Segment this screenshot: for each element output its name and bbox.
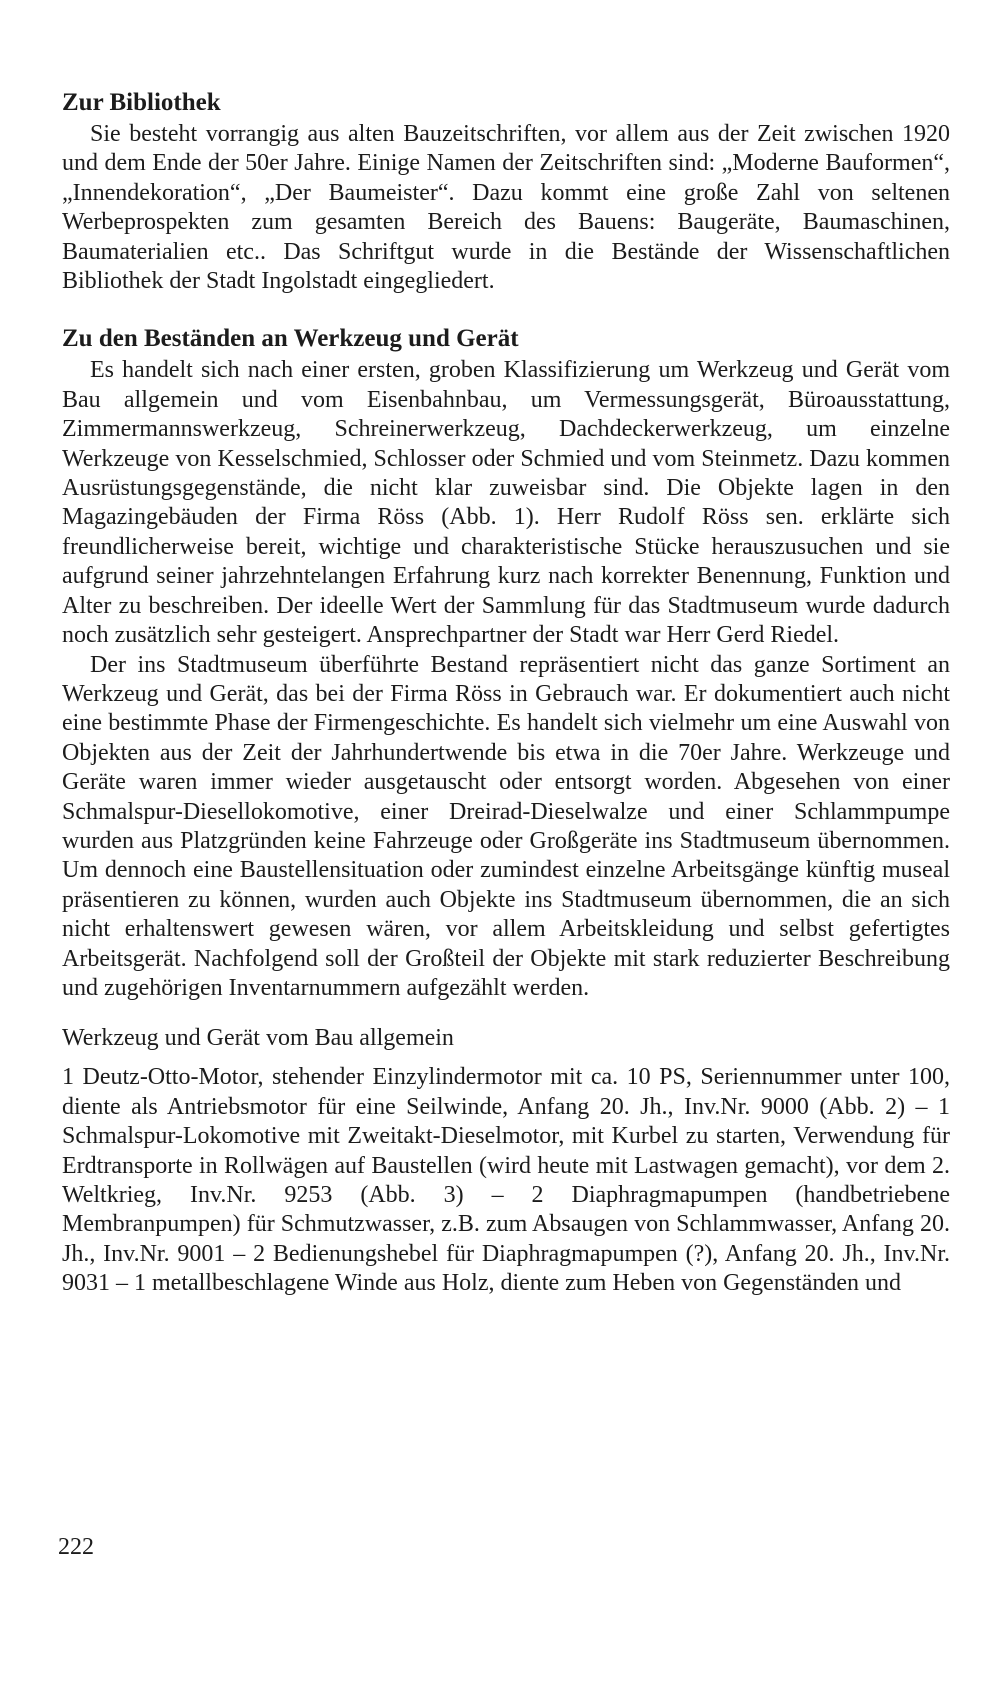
section-heading-library: Zur Bibliothek bbox=[62, 89, 221, 116]
subsection-heading-general-tools: Werkzeug und Gerät vom Bau allgemein bbox=[62, 1025, 454, 1052]
section-spacer bbox=[62, 296, 950, 316]
library-paragraph: Sie besteht vorrangig aus alten Bauzeitschriften, vor allem aus der Zeit zwischen 1920 und dem Ende der 50er Jahre. Einige Namen der Zeitschriften sind: „Moderne Bauformen“, „Innendekoration“, „Der Baumeister“. Dazu kommt eine große Zahl von seltenen Werbeprospekten zum gesamten Bereich des Bauens: Baugeräte, Baumaschinen, Baumaterialien etc.. Das Schriftgut wurde in die Bestände der Wissenschaftlichen Bibliothek der Stadt Ingolstadt eingegliedert. bbox=[62, 121, 950, 295]
tools-paragraph-1: Es handelt sich nach einer ersten, groben Klassifizierung um Werkzeug und Gerät vom Bau allgemein und vom Eisenbahnbau, um Vermessungsgerät, Büroausstattung, Zimmermannswerkzeug, Schreinerwerkzeug, Dachdeckerwerkzeug, um einzelne Werkzeuge von Kesselschmied, Schlosser oder Schmied und vom Steinmetz. Dazu kommen Ausrüstungsgegenstände, die nicht klar zuweisbar sind. Die Objekte lagen in den Magazingebäuden der Firma Röss (Abb. 1). Herr Rudolf Röss sen. erklärte sich freundlicherweise bereit, wichtige und charakteristische Stücke herauszusuchen und sie aufgrund seiner jahrzehntelangen Erfahrung kurz nach korrekter Benennung, Funktion und Alter zu beschreiben. Der ideelle Wert der Sammlung für das Stadtmuseum wurde dadurch noch zusätzlich sehr gesteigert. Ansprechpartner der Stadt war Herr Gerd Riedel. bbox=[62, 357, 950, 649]
page-number: 222 bbox=[58, 1534, 94, 1560]
tools-paragraph-2: Der ins Stadtmuseum überführte Bestand repräsentiert nicht das ganze Sortiment an Werkzeug und Gerät, das bei der Firma Röss in Gebrauch war. Er dokumentiert auch nicht eine bestimmte Phase der Firmengeschichte. Es handelt sich vielmehr um eine Auswahl von Objekten aus der Zeit der Jahrhundertwende bis etwa in die 70er Jahre. Werkzeuge und Geräte waren immer wieder ausgetauscht oder entsorgt worden. Abgesehen von einer Schmalspur-Diesellokomotive, einer Dreirad-Dieselwalze und einer Schlammpumpe wurden aus Platzgründen keine Fahrzeuge oder Großgeräte ins Stadtmuseum übernommen. Um dennoch eine Baustellensituation oder zumindest einzelne Arbeitsgänge künftig museal präsentieren zu können, wurden auch Objekte ins Stadtmuseum übernommen, die an sich nicht erhaltenswert gewesen wären, vor allem Arbeitskleidung und selbst gefertigtes Arbeitsgerät. Nachfolgend soll der Großteil der Objekte mit stark reduzierter Beschreibung und zugehörigen Inventarnummern aufgezählt werden. bbox=[62, 651, 950, 1001]
document-page bbox=[62, 80, 950, 1299]
general-tools-inventory-paragraph: 1 Deutz-Otto-Motor, stehender Einzylindermotor mit ca. 10 PS, Seriennummer unter 100, diente als Antriebsmotor für eine Seilwinde, Anfang 20. Jh., Inv.Nr. 9000 (Abb. 2) – 1 Schmalspur-Lokomotive mit Zweitakt-Dieselmotor, mit Kurbel zu starten, Verwendung für Erdtransporte in Rollwägen auf Baustellen (wird heute mit Lastwagen gemacht), vor dem 2. Weltkrieg, Inv.Nr. 9253 (Abb. 3) – 2 Diaphragmapumpen (handbetriebene Membranpumpen) für Schmutzwasser, z.B. zum Absaugen von Schlammwasser, Anfang 20. Jh., Inv.Nr. 9001 – 2 Bedienungshebel für Diaphragmapumpen (?), Anfang 20. Jh., Inv.Nr. 9031 – 1 metallbeschlagene Winde aus Holz, diente zum Heben von Gegenständen und bbox=[62, 1064, 950, 1297]
section-spacer bbox=[62, 1003, 950, 1023]
section-heading-tools: Zu den Beständen an Werkzeug und Gerät bbox=[62, 325, 519, 353]
